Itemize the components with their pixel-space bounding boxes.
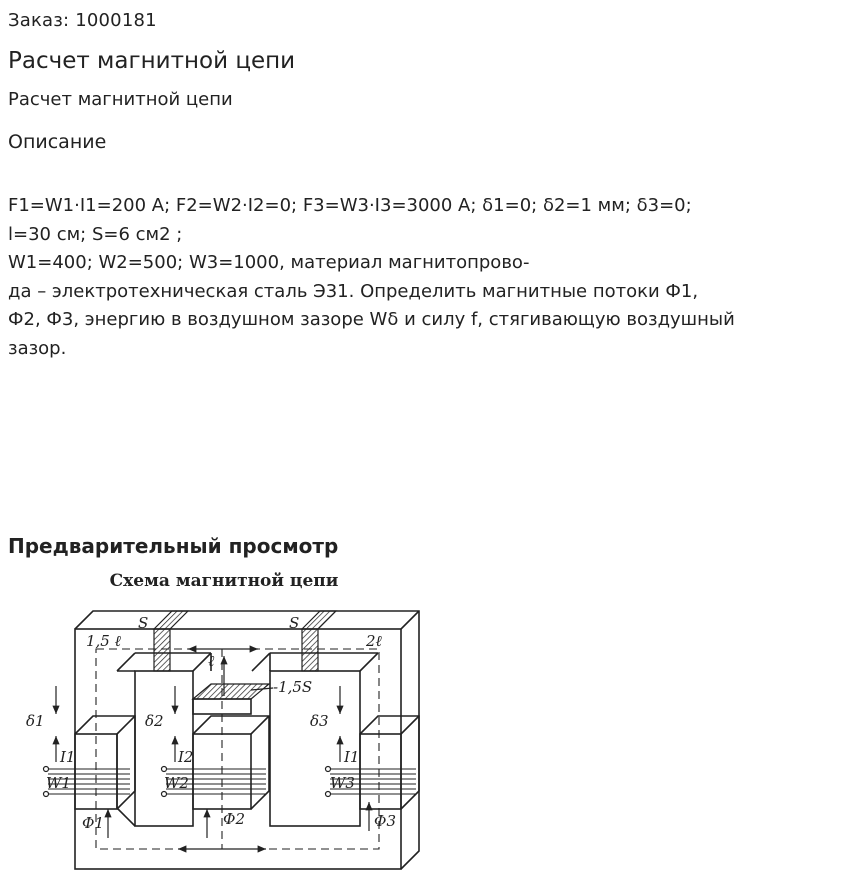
- order-number: Заказ: 1000181: [8, 10, 157, 31]
- label-delta1: δ1: [26, 712, 45, 730]
- description-line: Ф2, Ф3, энергию в воздушном зазоре Wδ и силу f, стягивающую воздушный: [8, 309, 735, 330]
- label-w3: W3: [330, 774, 355, 792]
- terminal-w1-a: [44, 767, 49, 772]
- page-subtitle: Расчет магнитной цепи: [8, 89, 233, 110]
- label-phi2: Ф2: [223, 810, 245, 828]
- label-i1: I1: [60, 748, 76, 766]
- label-w2: W2: [164, 774, 189, 792]
- description-heading: Описание: [8, 131, 107, 153]
- cross-section-middle: [193, 684, 269, 699]
- magnetic-circuit-figure: [18, 566, 438, 884]
- label-i2: I2: [178, 748, 194, 766]
- label-length-right: 2ℓ: [366, 632, 382, 650]
- label-length-mid: ℓ: [208, 652, 215, 670]
- label-delta2: δ2: [145, 712, 164, 730]
- terminal-w1-b: [44, 792, 49, 797]
- label-i3: I1: [344, 748, 360, 766]
- label-s-right: S: [289, 614, 300, 632]
- magnetic-circuit-diagram: [18, 566, 438, 884]
- description-line: зазор.: [8, 337, 67, 359]
- label-phi1: Ф1: [82, 814, 104, 832]
- label-w1: W1: [46, 774, 71, 792]
- label-length-left: 1,5 ℓ: [86, 632, 121, 650]
- terminal-w3-a: [326, 767, 331, 772]
- preview-heading: Предварительный просмотр: [8, 534, 339, 558]
- terminal-w2-a: [162, 767, 167, 772]
- label-delta3: δ3: [310, 712, 329, 730]
- terminal-w2-b: [162, 792, 167, 797]
- cross-section-right: [302, 629, 318, 671]
- description-line: F1=W1·I1=200 A; F2=W2·I2=0; F3=W3·I3=3000 A; δ1=0; δ2=1 мм; δ3=0;: [8, 195, 692, 216]
- page-title: Расчет магнитной цепи: [8, 48, 296, 74]
- label-area-mid: -1,5S: [273, 678, 313, 696]
- description-line: да – электротехническая сталь Э31. Определить магнитные потоки Ф1,: [8, 280, 699, 302]
- description-line: l=30 см; S=6 см2 ;: [8, 223, 183, 245]
- label-s-left: S: [138, 614, 149, 632]
- description-line: W1=400; W2=500; W3=1000, материал магнитопрово-: [8, 252, 530, 273]
- description-text: [8, 192, 808, 363]
- label-phi3: Ф3: [374, 812, 396, 830]
- cross-section-left: [154, 629, 170, 671]
- figure-title: Схема магнитной цепи: [109, 571, 339, 591]
- terminal-w3-b: [326, 792, 331, 797]
